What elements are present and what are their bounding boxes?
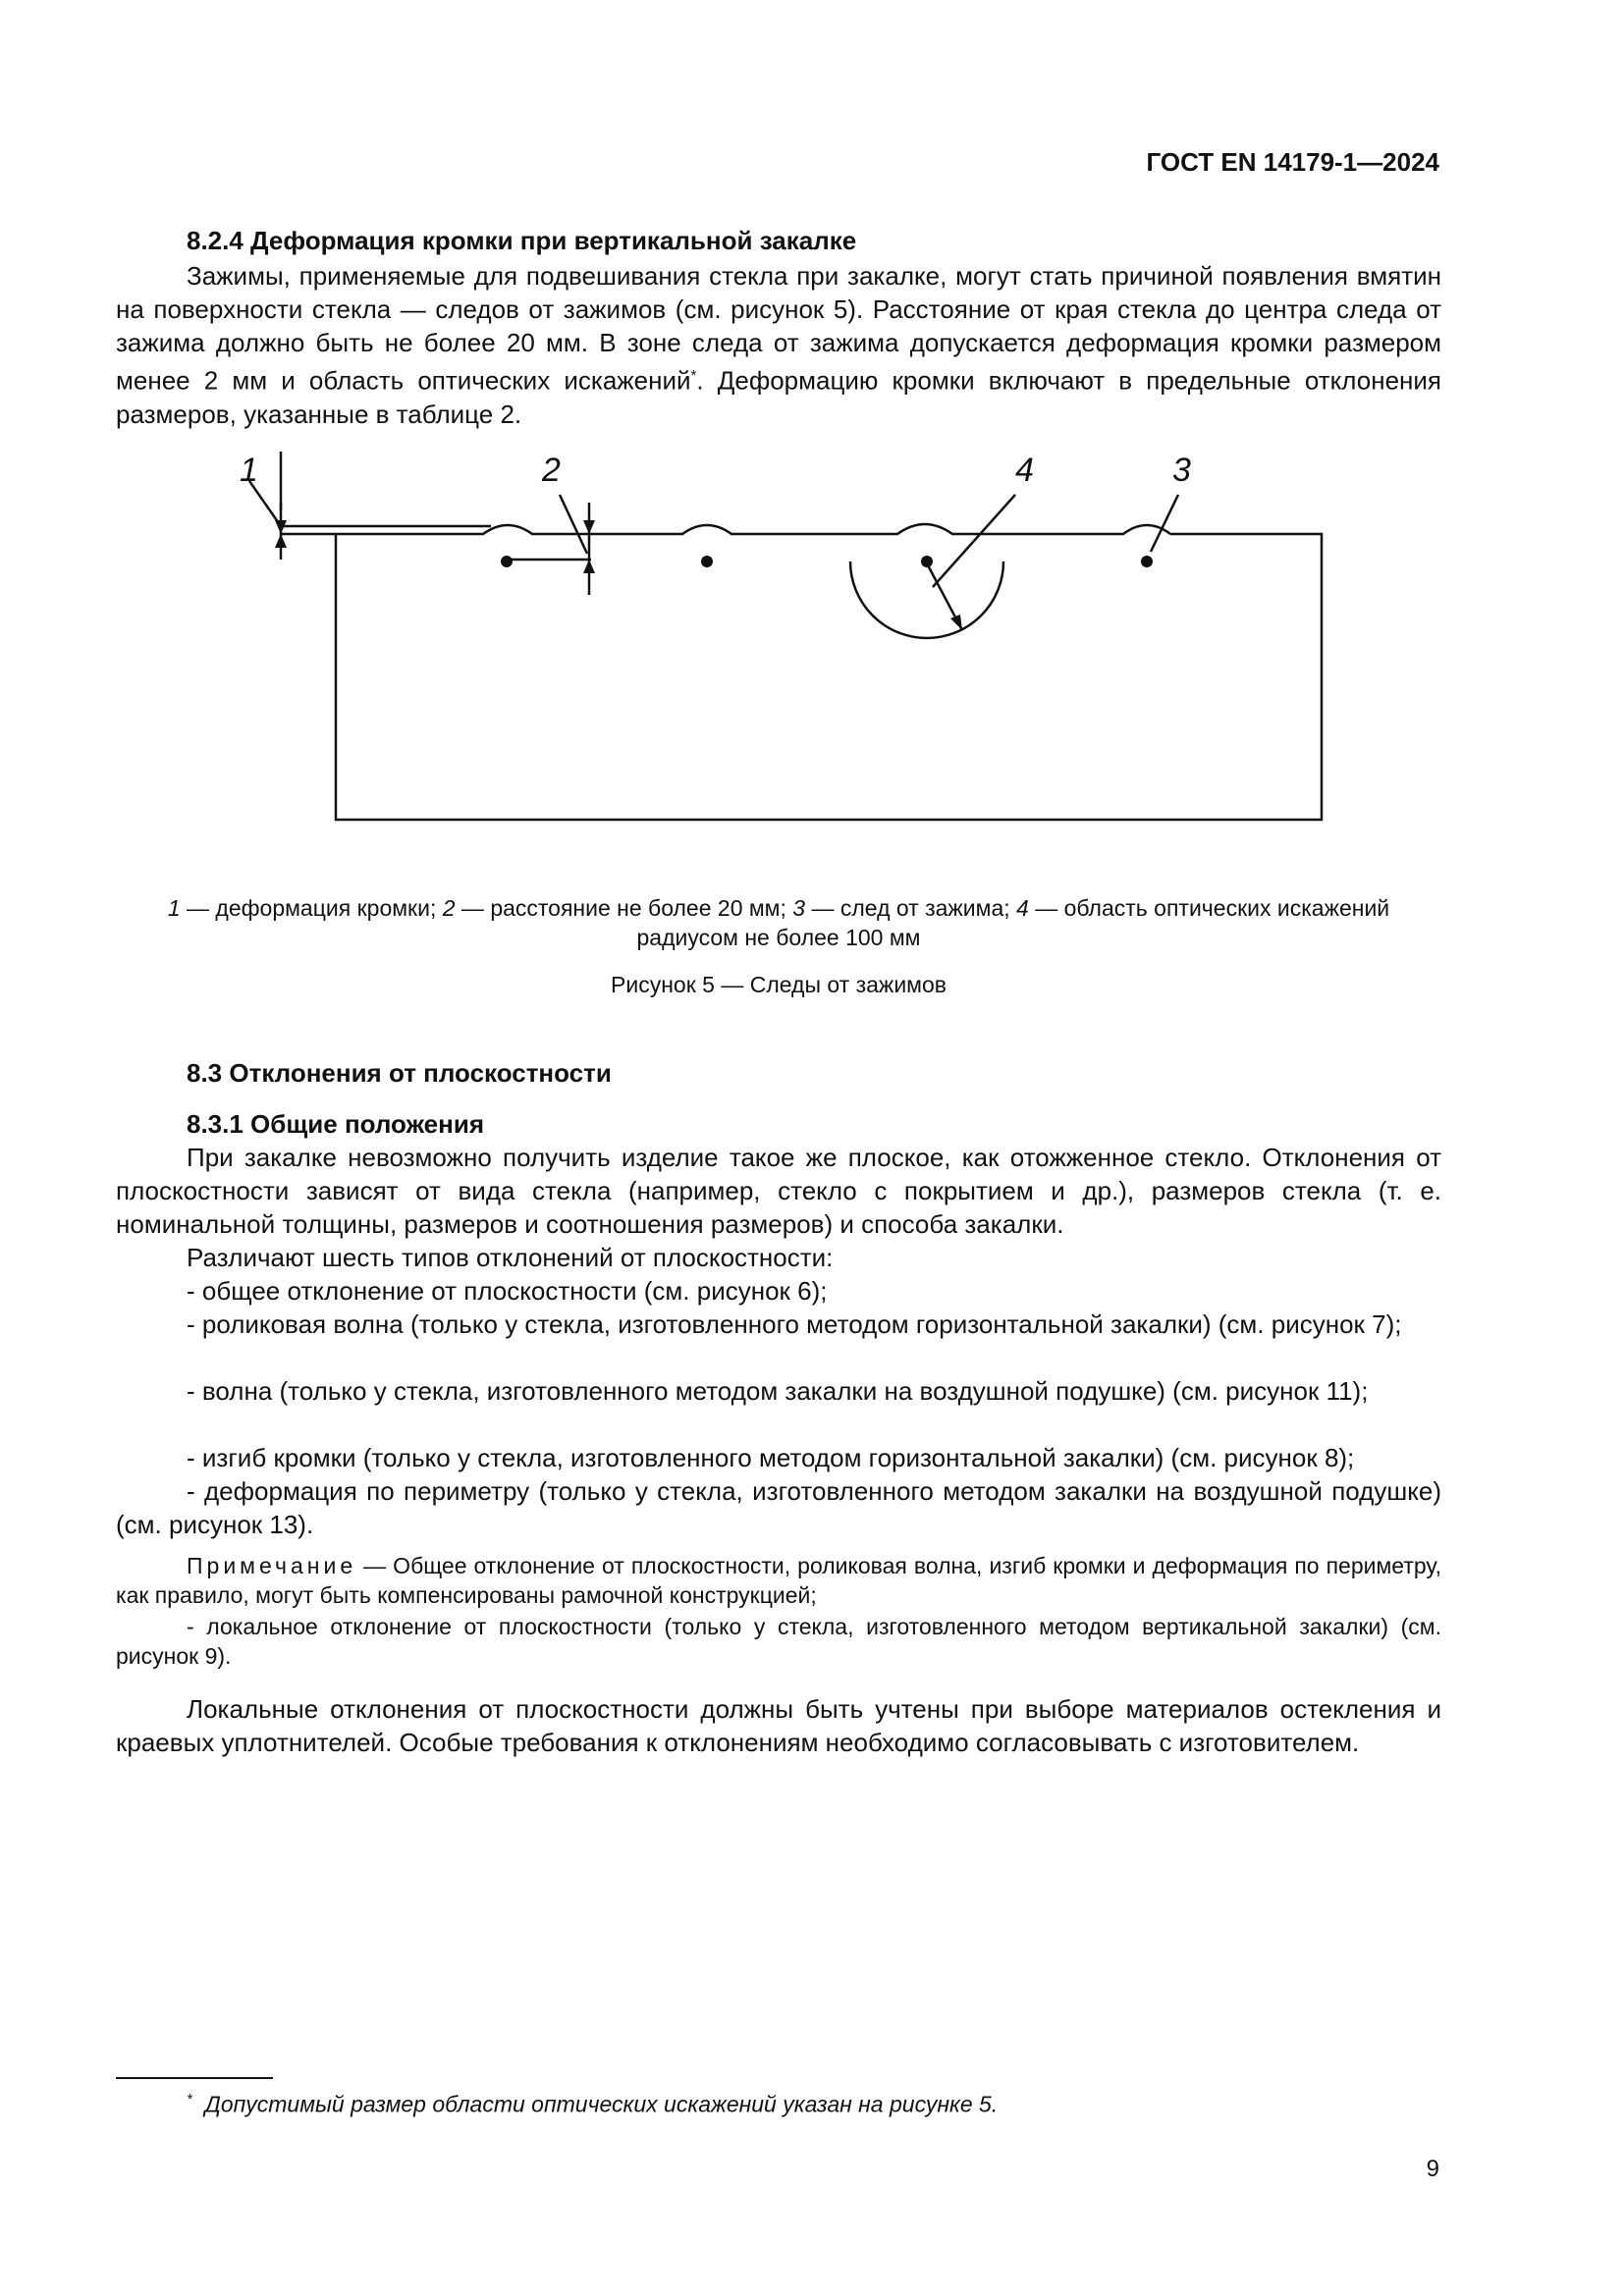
list-item: - роликовая волна (только у стекла, изготовленного методом горизонтальной закалки) (см. рисунок 7); (187, 1309, 1402, 1339)
paragraph-tail: . Деформацию кромки включают в предельные отклонения размеров, указанные в таблице 2. (116, 365, 1441, 429)
note-text: — Общее отклонение от плоскостности, роликовая волна, изгиб кромки и деформация по периметру, как правило, могут быть компенсированы рамочной конструкцией; (116, 1553, 1441, 1608)
clamp-dot (501, 556, 513, 567)
glass-outline (336, 534, 1322, 820)
note-label: Примечание (187, 1553, 357, 1578)
list-item: - деформация по периметру (только у стекла, изготовленного методом закалки на воздушной подушке) (см. рисунок 13). (116, 1476, 1441, 1539)
figure-label-4: 4 (1015, 452, 1034, 489)
clamp-dot (701, 556, 713, 567)
clamp-dot (921, 556, 933, 567)
types-intro: Различают шесть типов отклонений от плоскостности: (187, 1243, 834, 1272)
figure-caption: Рисунок 5 — Следы от зажимов (611, 972, 947, 997)
footnote-rule (116, 2077, 273, 2079)
figure-label-1: 1 (240, 452, 258, 489)
figure-label-2: 2 (542, 452, 561, 489)
note (116, 1551, 1441, 1610)
section-8-3-title: 8.3 Отклонения от плоскостности (187, 1058, 612, 1088)
footnote-ref: * (690, 367, 697, 384)
figure-5-diagram (0, 452, 1624, 864)
section-8-3-1-paragraph: При закалке невозможно получить изделие такое же плоское, как отожженное стекло. Отклонения от плоскостности зависят от вида стекла (например, стекло с покрытием и др.), размеров стекла (т. е. номинальной толщины, размеров и соотношения размеров) и способа закалки. (116, 1143, 1441, 1239)
clamp-dot (1141, 556, 1153, 567)
distortion-arc (850, 561, 1003, 638)
figure-legend: 1 — деформация кромки; 2 — расстояние не более 20 мм; 3 — след от зажима; 4 — область оптических искажений радиусом не более 100 мм (167, 895, 1390, 950)
document-code: ГОСТ EN 14179-1—2024 (1146, 147, 1439, 177)
section-8-3-1-title: 8.3.1 Общие положения (187, 1109, 484, 1139)
list-item: - изгиб кромки (только у стекла, изготовленного методом горизонтальной закалки) (см. рисунок 8); (187, 1443, 1355, 1472)
list-item: - общее отклонение от плоскостности (см. рисунок 6); (187, 1276, 828, 1306)
note-list-item: - локальное отклонение от плоскостности (только у стекла, изготовленного методом вертикальной закалки) (см. рисунок 9). (116, 1614, 1441, 1669)
footnote (187, 2091, 998, 2118)
closing-paragraph: Локальные отклонения от плоскостности должны быть учтены при выборе материалов остекления и краевых уплотнителей. Особые требования к отклонениям необходимо согласовывать с изготовителем. (116, 1694, 1441, 1757)
figure-label-3: 3 (1172, 452, 1191, 489)
footnote-text: Допустимый размер области оптических искажений указан на рисунке 5. (204, 2091, 999, 2117)
section-8-2-4-title: 8.2.4 Деформация кромки при вертикальной закалке (187, 226, 857, 255)
list-item: - волна (только у стекла, изготовленного методом закалки на воздушной подушке) (см. рисунок 11); (187, 1376, 1369, 1406)
section-8-2-4-paragraph (116, 259, 1441, 431)
paragraph-text: Зажимы, применяемые для подвешивания стекла при закалке, могут стать причиной появления вмятин на поверхности стекла — следов от зажимов (см. рисунок 5). Расстояние от края стекла до центра следа от зажима должно быть не более 20 мм. В зоне следа от зажима допускается деформация кромки размером менее 2 мм и область оптических искажений (116, 261, 1441, 396)
footnote-mark: * (187, 2091, 192, 2108)
page-number: 9 (1426, 2156, 1439, 2182)
